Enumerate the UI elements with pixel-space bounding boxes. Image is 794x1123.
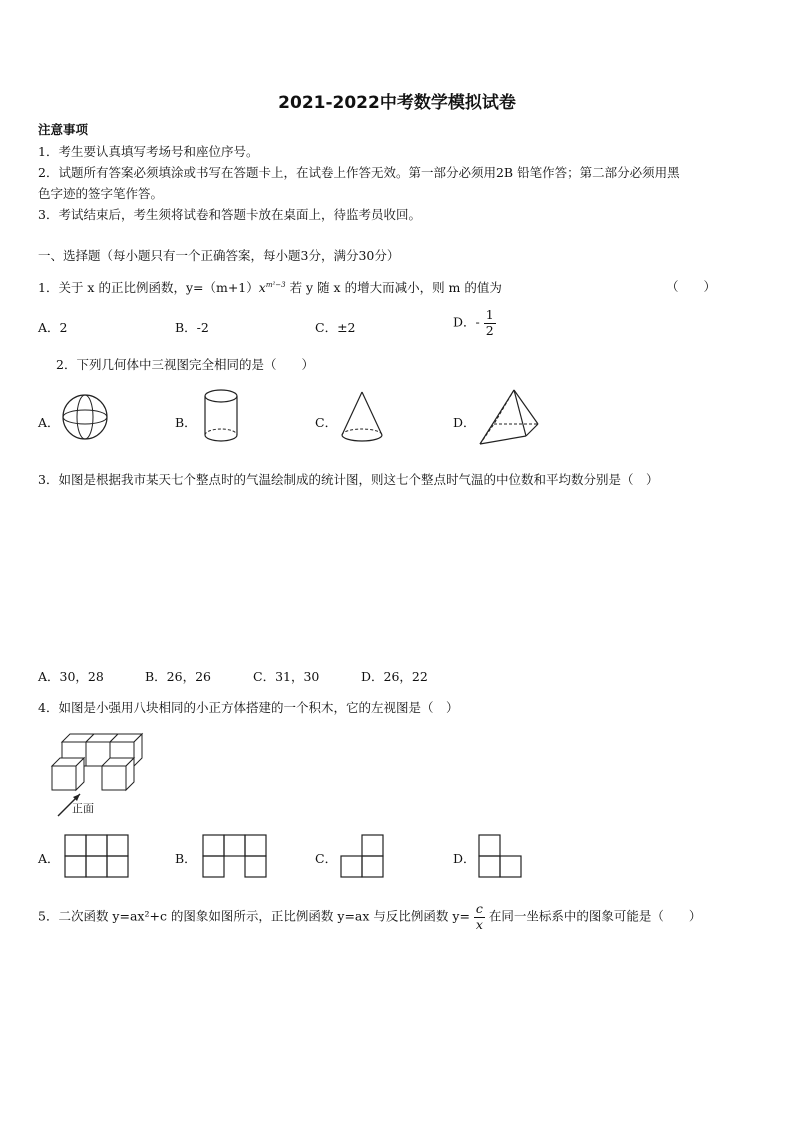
q1-option-d-fraction xyxy=(484,309,496,337)
q5-fraction-numerator: c xyxy=(475,901,483,916)
q5-stem-pre: 5．二次函数 y=ax²+c 的图象如图所示，正比例函数 y=ax 与反比例函数 y= xyxy=(38,908,470,924)
q1-fraction-numerator: 1 xyxy=(485,307,494,322)
q1-option-d xyxy=(453,309,496,337)
section-heading: 一、选择题（每小题只有一个正确答案，每小题3分，满分30分） xyxy=(38,248,400,263)
cone-icon xyxy=(340,390,386,446)
q3-option-a: A．30，28 xyxy=(38,669,104,684)
notice-item-2-cont: 色字迹的签字笔作答。 xyxy=(38,186,164,201)
q1-base: x xyxy=(258,280,266,295)
q1-option-c: C．±2 xyxy=(315,320,356,335)
q3-stem: 3．如图是根据我市某天七个整点时的气温绘制成的统计图，则这七个整点时气温的中位数和平均数分别是（ ） xyxy=(38,472,659,487)
q4-stem: 4．如图是小强用八块相同的小正方体搭建的一个积木，它的左视图是（ ） xyxy=(38,700,459,715)
q4-option-b-view xyxy=(202,834,272,880)
q1-answer-blank: （ ） xyxy=(666,279,717,294)
front-view-label: 正面 xyxy=(72,802,94,815)
notice-item-3: 3．考试结束后，考生须将试卷和答题卡放在桌面上，待监考员收回。 xyxy=(38,207,421,222)
q2-option-d-label: D． xyxy=(453,415,476,430)
q1-stem xyxy=(38,278,502,296)
q4-option-a-view xyxy=(64,834,134,880)
q4-option-c-view xyxy=(340,834,390,880)
notice-item-2: 2．试题所有答案必须填涂或书写在答题卡上，在试卷上作答无效。第一部分必须用2B 铅笔作答；第二部分必须用黑 xyxy=(38,165,680,180)
q4-option-c-label: C． xyxy=(315,851,338,866)
q5-stem-post: 在同一坐标系中的图象可能是（ ） xyxy=(488,908,702,924)
q1-fraction-denominator: 2 xyxy=(485,322,494,338)
q1-option-d-label: D．- xyxy=(453,314,480,330)
q1-option-a: A．2 xyxy=(38,320,68,335)
q2-option-c-label: C． xyxy=(315,415,338,430)
q3-option-c: C．31，30 xyxy=(253,669,320,684)
pyramid-icon xyxy=(478,388,542,448)
q4-option-a-label: A． xyxy=(38,851,60,866)
q5-stem xyxy=(38,903,701,931)
cube-stack-figure xyxy=(48,732,144,824)
q2-stem: 2．下列几何体中三视图完全相同的是（ ） xyxy=(56,357,314,372)
q2-option-a-label: A． xyxy=(38,415,60,430)
q4-option-d-view xyxy=(478,834,528,880)
q3-option-b: B．26，26 xyxy=(145,669,211,684)
q3-option-d: D．26，22 xyxy=(361,669,428,684)
cylinder-icon xyxy=(202,389,242,445)
notice-heading: 注意事项 xyxy=(38,122,89,137)
sphere-icon xyxy=(62,393,110,443)
q1-stem-post: 若 y 随 x 的增大而减小，则 m 的值为 xyxy=(289,280,502,295)
notice-item-1: 1．考生要认真填写考场号和座位序号。 xyxy=(38,144,259,159)
q1-exponent: m²−3 xyxy=(265,280,286,289)
q2-option-b-label: B． xyxy=(175,415,197,430)
q5-fraction-denominator: x xyxy=(475,916,483,932)
q4-option-d-label: D． xyxy=(453,851,476,866)
q1-option-b: B．-2 xyxy=(175,320,209,335)
q1-stem-pre: 1．关于 x 的正比例函数，y=（m+1） xyxy=(38,280,259,295)
page-title: 2021-2022中考数学模拟试卷 xyxy=(278,93,516,113)
q4-option-b-label: B． xyxy=(175,851,197,866)
q5-fraction xyxy=(474,903,485,931)
